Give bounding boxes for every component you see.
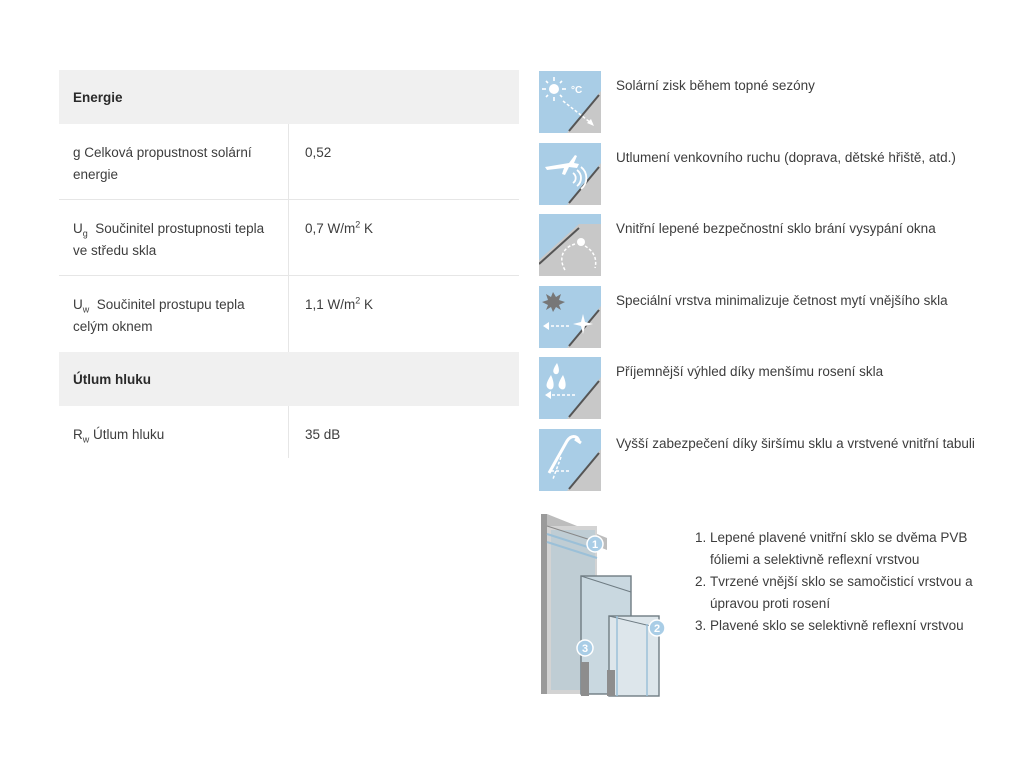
legend-item bbox=[695, 615, 985, 637]
symbol-subscript: w bbox=[82, 434, 90, 445]
value-number: 0,7 W/m bbox=[305, 221, 356, 236]
spec-table bbox=[59, 70, 519, 458]
table-row bbox=[59, 200, 519, 276]
feature-text: Solární zisk během topné sezóny bbox=[616, 78, 815, 93]
table-row bbox=[59, 406, 519, 458]
feature-text: Vnitřní lepené bezpečnostní sklo brání vysypání okna bbox=[616, 221, 936, 236]
broken-glass-safety-icon bbox=[539, 214, 601, 276]
table-row bbox=[59, 124, 519, 200]
row-value bbox=[289, 276, 373, 352]
row-value: 0,52 bbox=[305, 145, 332, 160]
symbol-subscript: w bbox=[82, 304, 90, 315]
legend-item bbox=[695, 571, 985, 615]
sun-temperature-icon bbox=[539, 71, 601, 133]
symbol: U bbox=[73, 297, 83, 312]
noise-section-heading: Útlum hluku bbox=[59, 352, 519, 406]
feature-item bbox=[539, 429, 1009, 501]
row-label bbox=[59, 406, 289, 458]
symbol-subscript: g bbox=[82, 228, 88, 239]
energy-section-heading: Energie bbox=[59, 70, 519, 124]
row-value bbox=[289, 200, 373, 275]
legend-text: Lepené plavené vnitřní sklo se dvěma PVB fóliemi a selektivně reflexní vrstvou bbox=[710, 530, 968, 567]
symbol: R bbox=[73, 427, 83, 442]
legend-text: Plavené sklo se selektivně reflexní vrstvou bbox=[710, 618, 964, 633]
legend-number: 2. bbox=[695, 574, 707, 589]
feature-text: Vyšší zabezpečení díky širšímu sklu a vrstvené vnitřní tabuli bbox=[616, 435, 975, 451]
feature-item bbox=[539, 286, 1009, 358]
marker-1-label: 1 bbox=[591, 539, 599, 551]
feature-text: Utlumení venkovního ruchu (doprava, dětské hřiště, atd.) bbox=[616, 149, 956, 165]
legend-text: Tvrzené vnější sklo se samočisticí vrstvou a úpravou proti rosení bbox=[710, 574, 973, 611]
label-text: Součinitel prostupu tepla celým oknem bbox=[73, 297, 245, 334]
celsius-label: °C bbox=[571, 85, 583, 96]
feature-item bbox=[539, 214, 1009, 286]
value-superscript: 2 bbox=[355, 295, 361, 306]
window-pane-diagram bbox=[537, 512, 667, 702]
diagram-legend bbox=[695, 527, 985, 637]
value-unit: K bbox=[360, 297, 374, 312]
value-superscript: 2 bbox=[355, 219, 361, 230]
row-label: g Celková propustnost solární energie bbox=[59, 124, 289, 199]
symbol: U bbox=[73, 221, 83, 236]
marker-3-label: 3 bbox=[581, 643, 589, 655]
self-cleaning-sparkle-icon bbox=[539, 286, 601, 348]
legend-number: 1. bbox=[695, 530, 707, 545]
label-text: Součinitel prostupnosti tepla ve středu skla bbox=[73, 221, 265, 258]
feature-text: Speciální vrstva minimalizuje četnost mytí vnějšího skla bbox=[616, 292, 948, 308]
row-value: 35 dB bbox=[305, 427, 341, 442]
table-row bbox=[59, 276, 519, 352]
feature-item bbox=[539, 357, 1009, 429]
legend-number: 3. bbox=[695, 618, 707, 633]
feature-item bbox=[539, 71, 1009, 143]
value-unit: K bbox=[360, 221, 374, 236]
feature-text: Příjemnější výhled díky menšímu rosení skla bbox=[616, 364, 884, 379]
value-number: 1,1 W/m bbox=[305, 297, 356, 312]
legend-item bbox=[695, 527, 985, 571]
label-text: Útlum hluku bbox=[93, 427, 165, 442]
row-label bbox=[59, 200, 289, 275]
feature-item bbox=[539, 143, 1009, 215]
feature-list bbox=[539, 71, 1009, 500]
row-label bbox=[59, 276, 289, 352]
water-drops-icon bbox=[539, 357, 601, 419]
airplane-noise-icon bbox=[539, 143, 601, 205]
crowbar-security-icon bbox=[539, 429, 601, 491]
marker-2-label: 2 bbox=[653, 623, 661, 635]
